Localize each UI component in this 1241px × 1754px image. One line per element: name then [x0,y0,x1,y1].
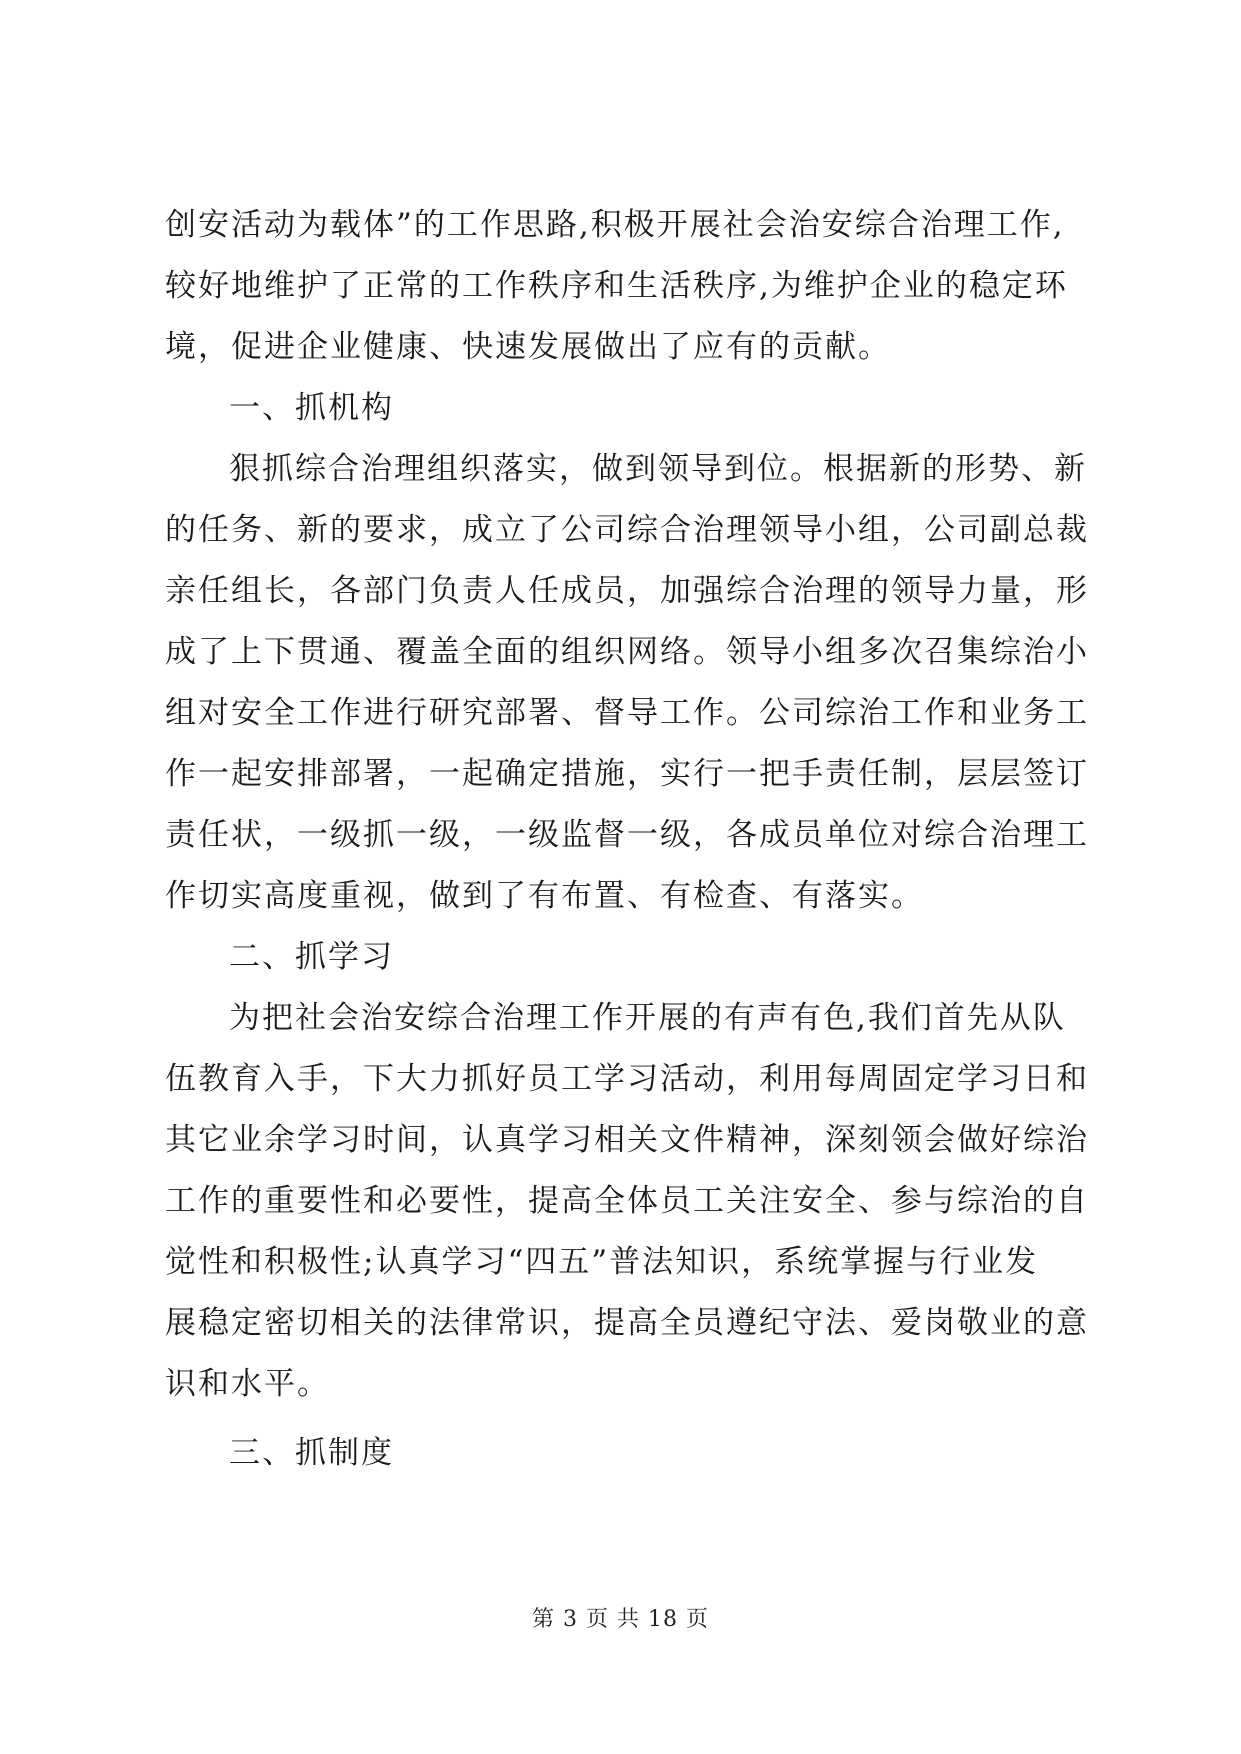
paragraph-line: 的任务、新的要求，成立了公司综合治理领导小组，公司副总裁 [165,512,1089,548]
section-heading-1: 一、抓机构 [229,390,394,426]
paragraph-line: 其它业余学习时间，认真学习相关文件精神，深刻领会做好综治 [165,1122,1089,1158]
paragraph-line: 工作的重要性和必要性，提高全体员工关注安全、参与综治的自 [165,1183,1089,1219]
document-body [165,195,1089,1484]
paragraph-line: 责任状，一级抓一级，一级监督一级，各成员单位对综合治理工 [165,817,1089,853]
spacer [165,1415,1085,1423]
paragraph-line: 为把社会治安综合治理工作开展的有声有色,我们首先从队 [229,1000,1066,1036]
paragraph-line: 伍教育入手，下大力抓好员工学习活动，利用每周固定学习日和 [165,1061,1089,1097]
paragraph-line: 作一起安排部署，一起确定措施，实行一把手责任制，层层签订 [165,756,1089,792]
paragraph-line: 亲任组长，各部门负责人任成员，加强综合治理的领导力量，形 [165,573,1089,609]
paragraph-line: 觉性和积极性;认真学习“四五”普法知识，系统掌握与行业发 [165,1244,1039,1280]
paragraph-line: 展稳定密切相关的法律常识，提高全员遵纪守法、爱岗敬业的意 [165,1305,1089,1341]
paragraph-line: 成了上下贯通、覆盖全面的组织网络。领导小组多次召集综治小 [165,634,1089,670]
paragraph-line: 创安活动为载体”的工作思路,积极开展社会治安综合治理工作, [165,207,1065,243]
paragraph-line: 较好地维护了正常的工作秩序和生活秩序,为维护企业的稳定环 [165,268,1068,304]
paragraph-line: 识和水平。 [165,1366,330,1402]
paragraph-line: 境，促进企业健康、快速发展做出了应有的贡献。 [165,329,891,365]
section-heading-2: 二、抓学习 [229,939,394,975]
page-number-footer: 第 3 页 共 18 页 [532,1607,709,1632]
paragraph-line: 作切实高度重视，做到了有布置、有检查、有落实。 [165,878,924,914]
paragraph-line: 组对安全工作进行研究部署、督导工作。公司综治工作和业务工 [165,695,1089,731]
section-heading-3: 三、抓制度 [229,1435,394,1471]
paragraph-line: 狠抓综合治理组织落实，做到领导到位。根据新的形势、新 [229,451,1087,487]
